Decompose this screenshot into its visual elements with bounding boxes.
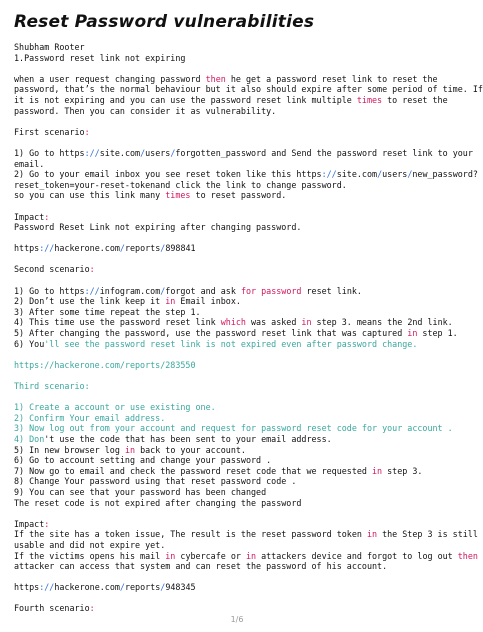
- text-segment: 4) This time use the password reset link: [14, 317, 221, 328]
- text-segment: 1.Password reset link not expiring: [14, 52, 186, 63]
- text-segment: 2) Don’t use the link keep it: [14, 296, 166, 307]
- text-line: [14, 445, 460, 456]
- text-segment: If the victims opens his mail: [14, 550, 166, 561]
- document-body: [14, 42, 483, 614]
- text-segment: users: [382, 169, 408, 180]
- blank-line: [14, 233, 460, 244]
- text-line: [14, 84, 483, 95]
- text-segment: times: [165, 190, 191, 201]
- text-segment: :: [44, 211, 50, 222]
- text-segment: https://hackerone.com/reports/283550: [14, 359, 196, 370]
- text-line: [14, 360, 460, 371]
- text-line: [14, 180, 460, 191]
- text-segment: Email inbox.: [175, 296, 241, 307]
- text-line: [14, 550, 478, 562]
- text-segment: ://: [321, 169, 337, 180]
- blank-line: [14, 116, 460, 127]
- text-line: [14, 603, 460, 614]
- blank-line: [14, 254, 460, 265]
- text-line: [14, 169, 478, 180]
- text-segment: password. Then you can consider it as vulnerability.: [14, 105, 277, 116]
- text-line: [14, 42, 460, 53]
- text-segment: https: [14, 582, 40, 593]
- text-segment: site.com: [99, 147, 141, 158]
- text-segment: in: [165, 550, 176, 561]
- text-line: [14, 286, 460, 297]
- blank-line: [14, 572, 460, 583]
- text-segment: hackerone.com: [54, 243, 120, 254]
- blank-line: [14, 370, 460, 381]
- page-number: 1/6: [230, 615, 244, 624]
- page-title: Reset Password vulnerabilities: [14, 12, 315, 32]
- text-segment: 9) You can see that your password has been changed: [14, 486, 267, 497]
- text-segment: 'll see the password reset link is not expired even after password change.: [44, 338, 418, 349]
- text-line: [14, 264, 460, 275]
- text-line: [14, 487, 460, 498]
- text-line: [14, 466, 460, 477]
- text-segment: Impact: [14, 211, 45, 222]
- blank-line: [14, 392, 460, 403]
- text-segment: Fourth scenario: [14, 603, 90, 614]
- text-segment: step 3.: [382, 465, 423, 476]
- text-line: [14, 317, 460, 328]
- text-segment: forgot and ask: [165, 285, 241, 296]
- blank-line: [14, 201, 460, 212]
- text-segment: to reset the: [382, 94, 448, 105]
- text-segment: in: [366, 529, 378, 540]
- text-segment: 7) Now go to email and check the password reset code that we requested: [14, 465, 372, 476]
- text-segment: infogram.com: [99, 285, 161, 296]
- text-line: [14, 190, 460, 201]
- text-segment: Shubham Rooter: [14, 42, 85, 52]
- text-segment: it is not expiring and you can use the password reset link multiple: [14, 94, 357, 105]
- text-segment: /: [377, 169, 383, 180]
- text-segment: email.: [14, 158, 45, 169]
- text-segment: he get a password reset link to reset the: [225, 73, 438, 84]
- text-line: [14, 53, 460, 64]
- text-segment: ://: [84, 285, 100, 296]
- text-segment: users: [145, 147, 171, 158]
- text-segment: then: [457, 550, 478, 561]
- text-segment: Second scenario: [14, 264, 90, 275]
- text-segment: when a user request changing password: [14, 73, 206, 84]
- text-segment: to reset password.: [190, 190, 287, 201]
- text-segment: 898841: [165, 243, 196, 254]
- text-segment: First scenario: [14, 126, 85, 137]
- blank-line: [14, 275, 460, 286]
- text-line: [14, 147, 473, 159]
- text-segment: back to your account.: [135, 444, 246, 455]
- text-segment: https: [14, 243, 40, 254]
- text-line: [14, 423, 460, 434]
- text-segment: 8) Change Your password using that reset password code .: [14, 476, 297, 487]
- text-segment: If the site has a token issue, The result is the reset password token: [14, 529, 367, 540]
- text-line: [14, 476, 460, 487]
- text-segment: 4) Don: [14, 433, 45, 444]
- text-line: [14, 222, 460, 233]
- text-line: [14, 296, 460, 307]
- text-line: [14, 339, 460, 350]
- text-line: [14, 106, 460, 117]
- text-line: [14, 381, 460, 392]
- text-line: [14, 328, 460, 339]
- text-segment: in: [407, 328, 418, 339]
- text-segment: ://: [39, 582, 55, 593]
- text-segment: :: [89, 264, 95, 275]
- text-line: [14, 402, 460, 413]
- text-line: [14, 212, 460, 223]
- text-segment: 948345: [165, 582, 196, 593]
- text-segment: 6) Go to account setting and change your password .: [14, 455, 272, 466]
- text-segment: 5) In new browser log: [14, 444, 125, 455]
- text-segment: times: [356, 94, 383, 105]
- text-line: [14, 455, 460, 466]
- text-segment: /: [140, 147, 146, 158]
- text-segment: 't use the code that has been sent to your email address.: [44, 433, 332, 444]
- text-segment: in: [372, 465, 383, 476]
- text-segment: which: [220, 317, 246, 328]
- text-segment: :: [44, 518, 50, 529]
- text-segment: reports: [124, 582, 161, 593]
- text-segment: new_password?: [412, 169, 478, 180]
- text-segment: password, that’s the normal behaviour but it also should expire after some period of time. If: [14, 84, 483, 95]
- text-segment: :: [84, 126, 90, 137]
- text-segment: in: [245, 550, 257, 561]
- text-segment: reports: [124, 243, 161, 254]
- text-segment: Third scenario:: [14, 381, 90, 391]
- text-segment: /: [160, 243, 166, 254]
- text-segment: step 1.: [417, 328, 458, 339]
- text-segment: then: [205, 73, 226, 84]
- text-line: [14, 434, 460, 445]
- text-segment: in: [165, 296, 176, 307]
- text-segment: /: [119, 582, 125, 593]
- text-line: [14, 519, 460, 530]
- blank-line: [14, 349, 460, 360]
- text-segment: step 3. means the 2nd link.: [311, 317, 453, 328]
- text-segment: /: [119, 243, 125, 254]
- text-line: [14, 561, 460, 572]
- text-segment: Password Reset Link not expiring after changing password.: [14, 222, 302, 233]
- text-line: [14, 243, 460, 254]
- text-line: [14, 95, 460, 106]
- text-line: [14, 540, 460, 551]
- text-segment: in: [124, 444, 136, 455]
- text-segment: was asked: [245, 317, 302, 328]
- text-segment: in: [301, 317, 312, 328]
- blank-line: [14, 508, 460, 519]
- text-segment: /: [160, 285, 166, 296]
- text-segment: for password: [240, 285, 302, 296]
- blank-line: [14, 593, 460, 604]
- text-segment: 3) After some time repeat the step 1.: [14, 306, 201, 317]
- text-line: [14, 74, 460, 85]
- text-segment: 5) After changing the password, use the password reset link that was captured: [14, 328, 408, 339]
- text-segment: The reset code is not expired after changing the password: [14, 497, 302, 508]
- text-line: [14, 307, 460, 318]
- text-segment: reset link.: [301, 285, 362, 296]
- text-segment: forgotten_password and Send the password reset link to your: [175, 147, 473, 158]
- text-segment: so you can use this link many: [14, 190, 166, 201]
- text-segment: site.com: [336, 169, 378, 180]
- text-line: [14, 529, 478, 540]
- text-segment: the Step 3 is still: [377, 529, 478, 540]
- text-line: [14, 498, 460, 509]
- text-segment: 6) You: [14, 338, 45, 349]
- text-segment: attacker can access that system and can reset the password of his account.: [14, 561, 388, 572]
- text-segment: 2) Confirm Your email address.: [14, 412, 166, 423]
- text-segment: reset_token=your-reset-tokenand click the link to change password.: [14, 179, 347, 190]
- text-line: [14, 413, 460, 424]
- blank-line: [14, 137, 460, 148]
- text-line: [14, 159, 460, 170]
- text-segment: hackerone.com: [54, 582, 120, 593]
- text-segment: /: [160, 582, 166, 593]
- text-segment: 2) Go to your email inbox you see reset token like this https: [14, 169, 322, 180]
- text-segment: ://: [84, 147, 100, 158]
- text-line: [14, 127, 460, 138]
- text-segment: Impact: [14, 518, 45, 529]
- text-segment: attackers device and forgot to log out: [256, 550, 458, 561]
- text-segment: 1) Go to https: [14, 147, 85, 158]
- text-segment: 3) Now log out from your account and request for password reset code for your account .: [14, 423, 453, 434]
- text-line: [14, 582, 460, 593]
- text-segment: /: [407, 169, 413, 180]
- text-segment: /: [170, 147, 176, 158]
- text-segment: :: [89, 603, 95, 614]
- text-segment: usable and did not expire yet.: [14, 539, 166, 550]
- text-segment: ://: [39, 243, 55, 254]
- blank-line: [14, 63, 460, 74]
- text-segment: 1) Create a account or use existing one.: [14, 402, 216, 413]
- text-segment: cybercafe or: [175, 550, 246, 561]
- text-segment: 1) Go to https: [14, 285, 85, 296]
